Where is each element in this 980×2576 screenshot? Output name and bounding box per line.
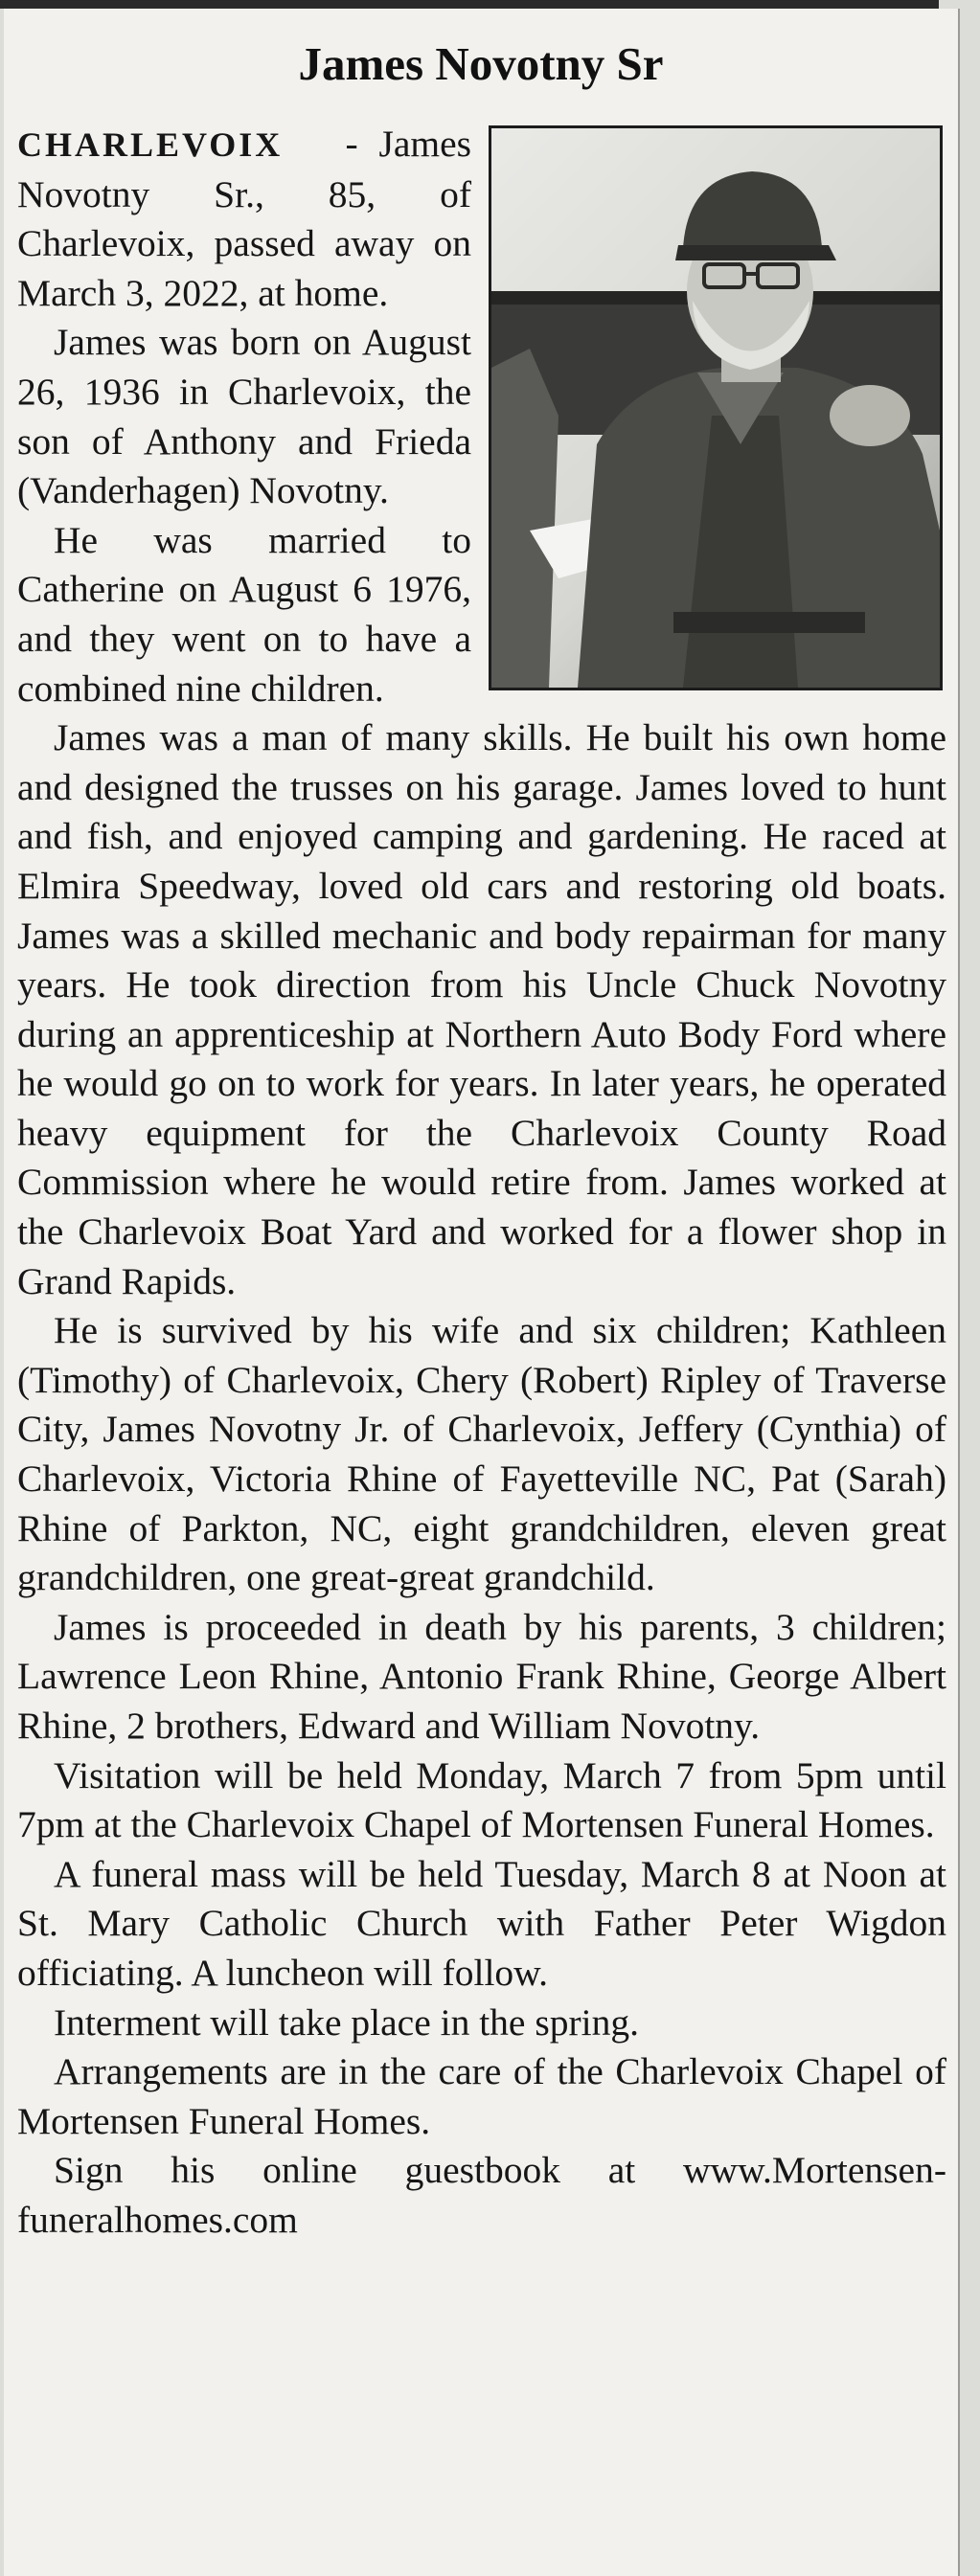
paragraph-text: James Novotny Sr., 85, of Charlevoix, passed away on March 3, 2022, at home. bbox=[17, 123, 471, 314]
obituary-headline: James Novotny Sr bbox=[298, 37, 664, 90]
obituary-paragraph-preceded: James is proceeded in death by his parents, 3 children; Lawrence Leon Rhine, Antonio Frank Rhine, George Albert Rhine, 2 brothers, Edward and William Novotny. bbox=[17, 1605, 946, 1747]
obituary-paragraph-marriage: He was married to Catherine on August 6 1976, and they went on to have a combined nine children. bbox=[17, 518, 471, 710]
obituary-paragraph-survivors: He is survived by his wife and six children; Kathleen (Timothy) of Charlevoix, Chery (Robert) Ripley of Traverse City, James Novotny Jr. of Charlevoix, Jeffery (Cynthia) of Charlevoix, Victoria Rhine of Fayetteville NC, Pat (Sarah) Rhine of Parkton, NC, eight grandchildren, eleven great grandchildren, one great-great grandchild. bbox=[17, 1309, 946, 1599]
obituary-paragraph-funeral-mass: A funeral mass will be held Tuesday, March 8 at Noon at St. Mary Catholic Church with Father Peter Wigdon officiating. A luncheon will follow. bbox=[17, 1852, 946, 1994]
obituary-paragraph-visitation: Visitation will be held Monday, March 7 from 5pm until 7pm at the Charlevoix Chapel of Mortensen Funeral Homes. bbox=[17, 1753, 946, 1846]
dateline: CHARLEVOIX bbox=[17, 125, 284, 164]
obituary-paragraph-birth: James was born on August 26, 1936 in Charlevoix, the son of Anthony and Frieda (Vanderhagen) Novotny. bbox=[17, 321, 471, 512]
obituary-paragraph-interment: Interment will take place in the spring. bbox=[54, 2000, 639, 2044]
obituary-clipping bbox=[4, 9, 960, 2576]
obituary-paragraph-life: James was a man of many skills. He built his own home and designed the trusses on his garage. James loved to hunt and fish, and enjoyed camping and gardening. He raced at Elmira Speedway, loved old cars and restoring old boats. James was a skilled mechanic and body repairman for many years. He took direction from his Uncle Chuck Novotny during an apprenticeship at Northern Auto Body Ford where he would go on to work for years. In later years, he operated heavy equipment for the Charlevoix County Road Commission where he would retire from. James worked at the Charlevoix Boat Yard and worked for a flower shop in Grand Rapids. bbox=[17, 716, 946, 1302]
obituary-paragraph-intro: CHARLEVOIX - James Novotny Sr., 85, of Charlevoix, passed away on March 3, 2022, at home. bbox=[17, 123, 471, 314]
obituary-body bbox=[17, 120, 946, 2246]
portrait-photo-icon bbox=[491, 128, 940, 688]
portrait-photo bbox=[489, 125, 943, 690]
obituary-paragraph-arrangements: Arrangements are in the care of the Charlevoix Chapel of Mortensen Funeral Homes. bbox=[17, 2050, 946, 2142]
top-border-rule bbox=[0, 0, 939, 9]
obituary-paragraph-guestbook: Sign his online guestbook at www.Mortensen-funeralhomes.com bbox=[17, 2149, 946, 2241]
